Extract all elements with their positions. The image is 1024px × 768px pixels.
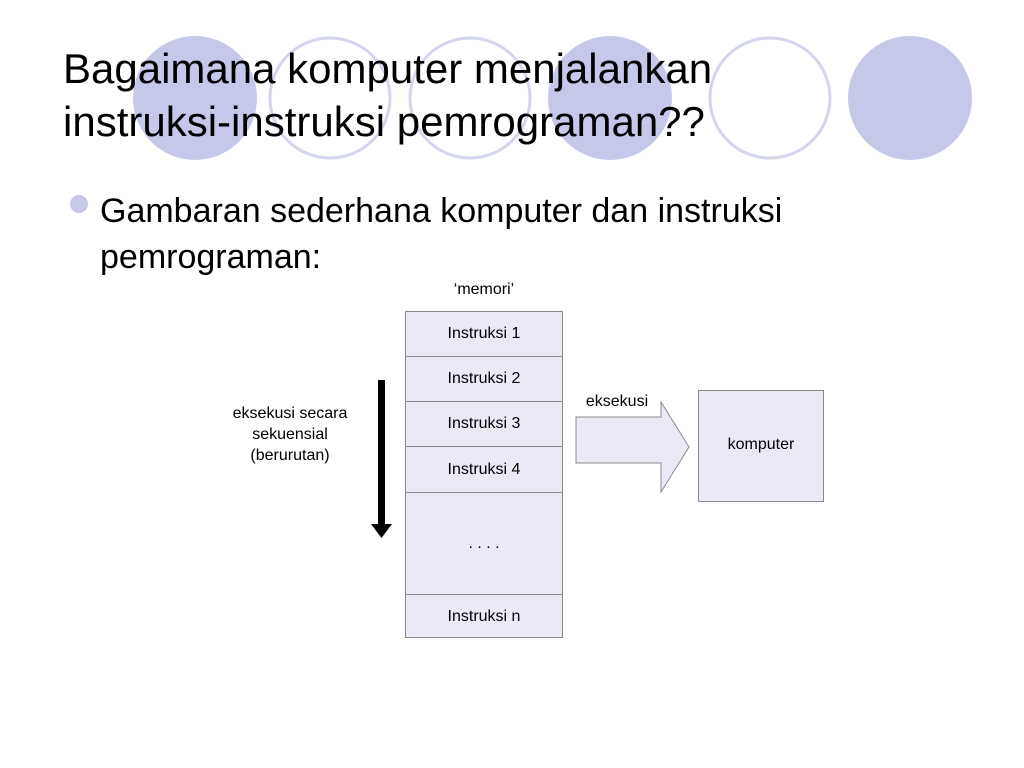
memory-cell-label: Instruksi 4 — [447, 460, 521, 478]
memory-cell-label: Instruksi 2 — [447, 370, 521, 387]
sequential-label-line-2: sekuensial — [252, 426, 328, 443]
bullet-text-line-1: Gambaran sederhana komputer dan instruksi — [100, 192, 783, 230]
computer-label: komputer — [727, 436, 795, 453]
bullet-text-line-2: pemrograman: — [100, 238, 322, 276]
memory-cell-label: Instruksi 3 — [447, 415, 521, 432]
memory-label: ‘memori’ — [453, 281, 515, 298]
sequential-label-line-3: (berurutan) — [250, 447, 330, 464]
slide-title-line-2: instruksi-instruksi pemrograman?? — [63, 98, 705, 145]
sequential-label-line-1: eksekusi secara — [232, 405, 348, 422]
computer-box — [698, 390, 824, 502]
slide-title-line-1: Bagaimana komputer menjalankan — [63, 45, 713, 92]
memory-cell-label: Instruksi 1 — [447, 325, 521, 342]
memory-cell-label: Instruksi n — [447, 608, 521, 625]
execute-label: eksekusi — [585, 393, 649, 410]
right-block-arrow-icon — [576, 402, 689, 492]
down-arrow-icon — [371, 380, 392, 538]
memory-cell-label: . . . . — [468, 534, 500, 552]
